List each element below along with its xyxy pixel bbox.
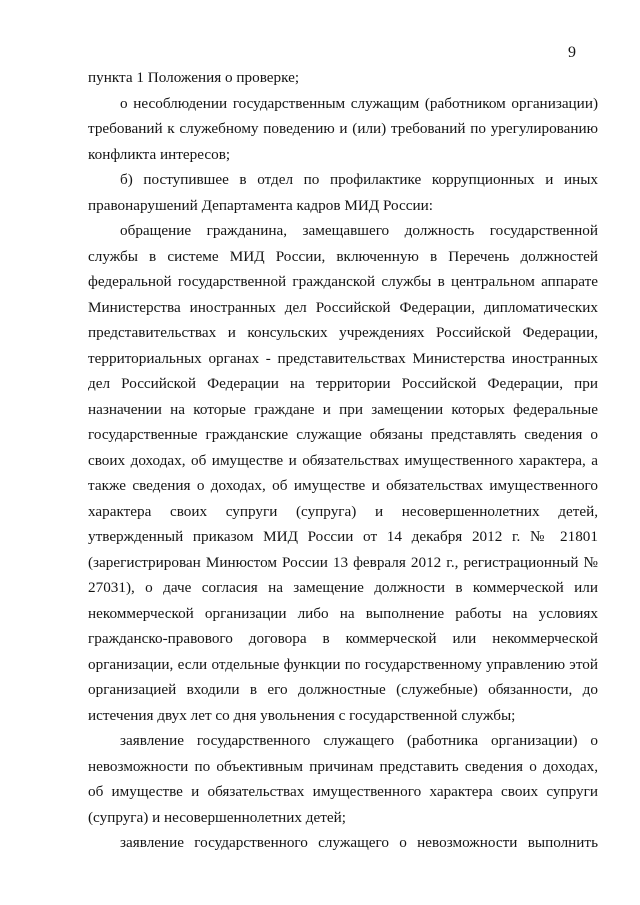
paragraph-citizen-appeal: обращение гражданина, замещавшего должность государственной службы в системе МИД России, включенную в Перечень должностей федеральной государственной гражданской службы в центральном аппарате Министерства иностранных дел Российской Федерации, дипломатических представительствах и консульских учреждениях Российской Федерации, территориальных органах - представительствах Министерства иностранных дел Российской Федерации на территории Российской Федерации, при назначении на которые граждане и при замещении которых федеральные государственные гражданские служащие обязаны представлять сведения о своих доходах, об имуществе и обязательствах имущественного характера, а также сведения о доходах, об имуществе и обязательствах имущественного характера своих супруги (супруга) и несовершеннолетних детей, утвержденный приказом МИД России от 14 декабря 2012 г. № 21801 (зарегистрирован Минюстом России 13 февраля 2012 г., регистрационный № 27031), о даче согласия на замещение должности в коммерческой или некоммерческой организации либо на выполнение работы на условиях гражданско-правового договора в коммерческой или некоммерческой организации, если отдельные функции по государственному управлению этой организацией входили в его должностные (служебные) обязанности, до истечения двух лет со дня увольнения с государственной службы; bbox=[88, 222, 598, 724]
paragraph-item-b: б) поступившее в отдел по профилактике коррупционных и иных правонарушений Департамента кадров МИД России: bbox=[88, 171, 598, 214]
paragraph-non-compliance: о несоблюдении государственным служащим (работником организации) требований к служебному поведению и (или) требований по урегулированию конфликта интересов; bbox=[88, 94, 598, 163]
page-number: 9 bbox=[568, 44, 576, 61]
paragraph-check-reference: пункта 1 Положения о проверке; bbox=[88, 69, 300, 86]
document-body bbox=[88, 65, 598, 856]
paragraph-statement-income: заявление государственного служащего (работника организации) о невозможности по объективным причинам представить сведения о доходах, об имуществе и обязательствах имущественного характера своих супруги (супруга) и несовершеннолетних детей; bbox=[88, 732, 598, 826]
paragraph-statement-inability: заявление государственного служащего о невозможности выполнить bbox=[120, 834, 598, 851]
